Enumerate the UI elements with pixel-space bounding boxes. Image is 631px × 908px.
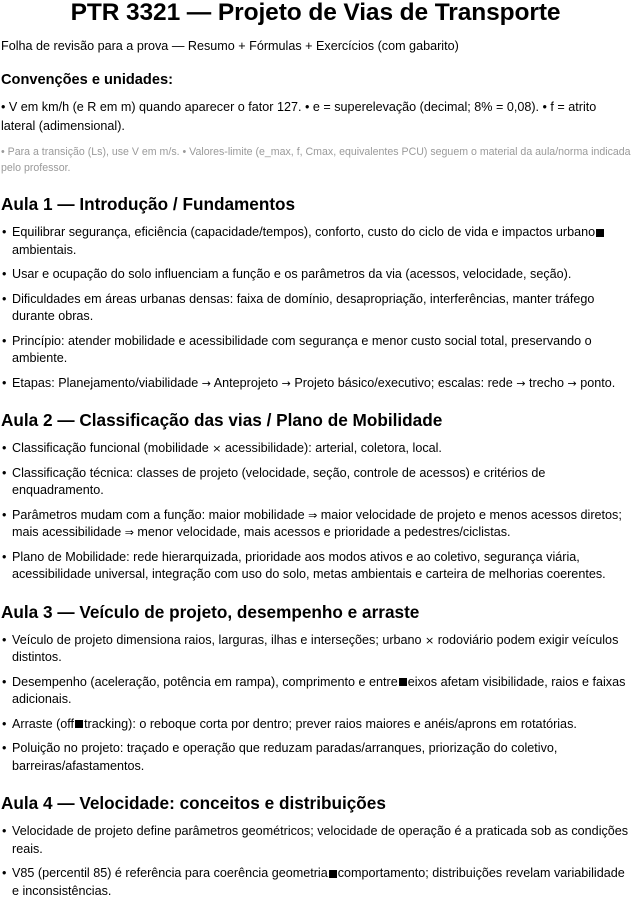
bullet-text: ⇒ [308,508,318,522]
bullet-text: Projeto básico/executivo; escalas: rede [290,375,517,390]
bullet-text: → [567,376,577,390]
bullet-dot: • [2,375,7,390]
bullet-text: V85 (percentil 85) é referência para coerência geometria [12,866,328,880]
bullet-dot: • [2,333,7,348]
bullet-text: rodoviário podem exigir veículos distintos. [12,632,619,664]
list-item [0,507,631,542]
bullet-text: Anteprojeto [210,375,282,390]
bullet-dot: • [2,441,7,455]
section-heading: Aula 4 — Velocidade: conceitos e distribuições [1,793,386,813]
bullet-list [0,823,631,900]
bullet-text: Veículo de projeto dimensiona raios, larguras, ilhas e interseções; urbano [12,632,426,647]
bullet-list [0,632,631,776]
bullet-text: → [516,376,526,390]
bullet-dot: • [2,507,7,522]
bullet-text: Dificuldades em áreas urbanas densas: faixa de domínio, desapropriação, interferências, manter tráfego durante obras. [12,291,595,323]
missing-glyph-box [596,229,604,237]
conventions-line: • V em km/h (e R em m) quando aparecer o fator 127. • e = superelevação (decimal; 8% = 0,08). • f = atrito lateral (adimensional). [1,100,597,133]
bullet-text: Plano de Mobilidade: rede hierarquizada, prioridade aos modos ativos e ao coletivo, segurança viária, acessibilidade universal, integração com uso do solo, metas ambientais e carteira de melhorias coerentes. [12,549,606,581]
list-item [0,823,631,858]
bullet-list [0,440,631,584]
bullet-dot: • [2,267,7,281]
bullet-dot: • [2,225,7,239]
missing-glyph-box [75,720,83,728]
list-item [0,375,631,393]
list-item [0,632,631,667]
list-item [0,224,631,259]
bullet-text: Classificação funcional (mobilidade [12,441,213,455]
bullet-text: Etapas: Planejamento/viabilidade [12,375,202,390]
missing-glyph-box [399,678,407,686]
bullet-text: Arraste (off [12,716,75,731]
sections-container [0,194,631,900]
list-item [0,440,631,458]
bullet-text: Desempenho (aceleração, potência em rampa), comprimento e entre [12,674,398,689]
bullet-dot: • [2,291,7,306]
bullet-text: Classificação técnica: classes de projeto (velocidade, seção, controle de acessos) e critérios de enquadramento. [12,465,546,497]
list-item [0,674,631,709]
bullet-list [0,224,631,392]
bullet-text: tracking): o reboque corta por dentro; prever raios maiores e anéis/aprons em rotatórias. [84,716,577,731]
document-subtitle: Folha de revisão para a prova — Resumo + Fórmulas + Exercícios (com gabarito) [1,39,459,53]
bullet-text: × [425,633,435,647]
bullet-dot: • [2,549,7,564]
section-heading: Aula 1 — Introdução / Fundamentos [1,194,296,214]
bullet-dot: • [2,674,7,689]
list-item [0,333,631,368]
bullet-text: × [212,442,222,455]
bullet-text: → [281,376,291,390]
bullet-text: trecho [525,375,568,390]
bullet-dot: • [2,465,7,480]
section-heading: Aula 3 — Veículo de projeto, desempenho e arraste [1,601,420,622]
list-item [0,865,631,900]
bullet-text: ponto. [576,375,616,390]
bullet-text: → [201,376,211,390]
list-item [0,716,631,734]
bullet-text: ⇒ [124,526,134,539]
bullet-text: maior velocidade de projeto e menos acessos diretos; mais acessibilidade [12,507,622,539]
bullet-text: menor velocidade, mais acessos e prioridade a pedestres/ciclistas. [133,525,511,539]
list-item [0,740,631,775]
bullet-text: Princípio: atender mobilidade e acessibilidade com segurança e menor custo social total, preservando o ambiente. [12,333,592,365]
bullet-text: Parâmetros mudam com a função: maior mobilidade [12,507,309,522]
bullet-text: eixos afetam visibilidade, raios e faixas adicionais. [12,674,626,706]
bullet-dot: • [2,716,7,731]
conventions-heading: Convenções e unidades: [1,72,173,88]
missing-glyph-box [329,870,337,878]
bullet-text: Velocidade de projeto define parâmetros geométricos; velocidade de operação é a praticada sob as condições reais. [12,824,629,856]
section-heading: Aula 2 — Classificação das vias / Plano de Mobilidade [1,410,443,430]
bullet-text: Poluição no projeto: traçado e operação que reduzam paradas/arranques, priorização do coletivo, barreiras/afastamentos. [12,741,558,773]
bullet-text: acessibilidade): arterial, coletora, local. [221,441,442,455]
bullet-text: comportamento; distribuições revelam variabilidade e inconsistências. [12,866,625,898]
bullet-text: Usar e ocupação do solo influenciam a função e os parâmetros da via (acessos, velocidade, seção). [12,267,572,281]
conventions-note: • Para a transição (Ls), use V em m/s. • Valores-limite (e_max, f, Cmax, equivalentes PCU) seguem o material da aula/norma indicada pelo professor. [1,146,631,174]
list-item [0,266,631,284]
bullet-text: Equilibrar segurança, eficiência (capacidade/tempos), conforto, custo do ciclo de vida e impactos urbano [12,225,596,239]
document-title: PTR 3321 — Projeto de Vias de Transporte [70,0,561,26]
bullet-text: ambientais. [12,242,77,257]
list-item [0,549,631,584]
bullet-dot: • [2,866,7,880]
bullet-dot: • [2,632,7,647]
bullet-dot: • [2,824,7,838]
bullet-dot: • [2,741,7,755]
list-item [0,291,631,326]
list-item [0,465,631,500]
